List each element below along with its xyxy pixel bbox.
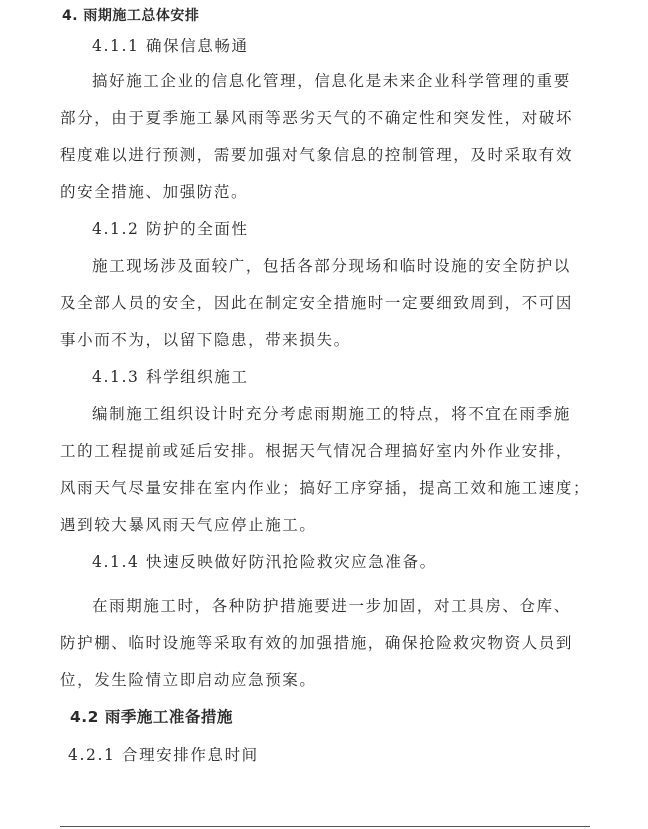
paragraph-line: 及全部人员的安全，因此在制定安全措施时一定要细致周到，不可因 (60, 294, 574, 312)
paragraph-line: 部分，由于夏季施工暴风雨等恶劣天气的不确定性和突发性，对破坏 (60, 109, 574, 127)
paragraph-line: 的安全措施、加强防范。 (60, 183, 249, 201)
paragraph-line: 位，发生险情立即启动应急预案。 (60, 671, 317, 689)
subsection-title-4-1-3: 4.1.3 科学组织施工 (92, 368, 249, 386)
section-heading-4: 4. 雨期施工总体安排 (62, 8, 200, 24)
paragraph-line: 程度难以进行预测，需要加强对气象信息的控制管理，及时采取有效 (60, 146, 574, 164)
subsection-title-4-2-1: 4.2.1 合理安排作息时间 (68, 746, 259, 764)
paragraph-line: 事小而不为，以留下隐患，带来损失。 (60, 331, 351, 349)
paragraph-line: 防护棚、临时设施等采取有效的加强措施，确保抢险救灾物资人员到 (60, 634, 574, 652)
paragraph-line: 工的工程提前或延后安排。根据天气情况合理搞好室内外作业安排， (60, 442, 574, 460)
paragraph-line: 编制施工组织设计时充分考虑雨期施工的特点，将不宜在雨季施 (92, 405, 571, 423)
subsection-title-4-1-4: 4.1.4 快速反映做好防汛抢险救灾应急准备。 (92, 553, 437, 571)
paragraph-line: 遇到较大暴风雨天气应停止施工。 (60, 516, 317, 534)
section-heading-4-2: 4.2 雨季施工准备措施 (70, 708, 233, 726)
paragraph-line: 施工现场涉及面较广，包括各部分现场和临时设施的安全防护以 (92, 257, 571, 275)
paragraph-line: 搞好施工企业的信息化管理，信息化是未来企业科学管理的重要 (92, 72, 571, 90)
footer-divider (60, 826, 590, 827)
paragraph-line: 在雨期施工时，各种防护措施要进一步加固，对工具房、仓库、 (92, 597, 571, 615)
subsection-title-4-1-2: 4.1.2 防护的全面性 (92, 220, 249, 238)
subsection-title-4-1-1: 4.1.1 确保信息畅通 (92, 37, 249, 55)
paragraph-line: 风雨天气尽量安排在室内作业；搞好工序穿插，提高工效和施工速度； (60, 479, 591, 497)
